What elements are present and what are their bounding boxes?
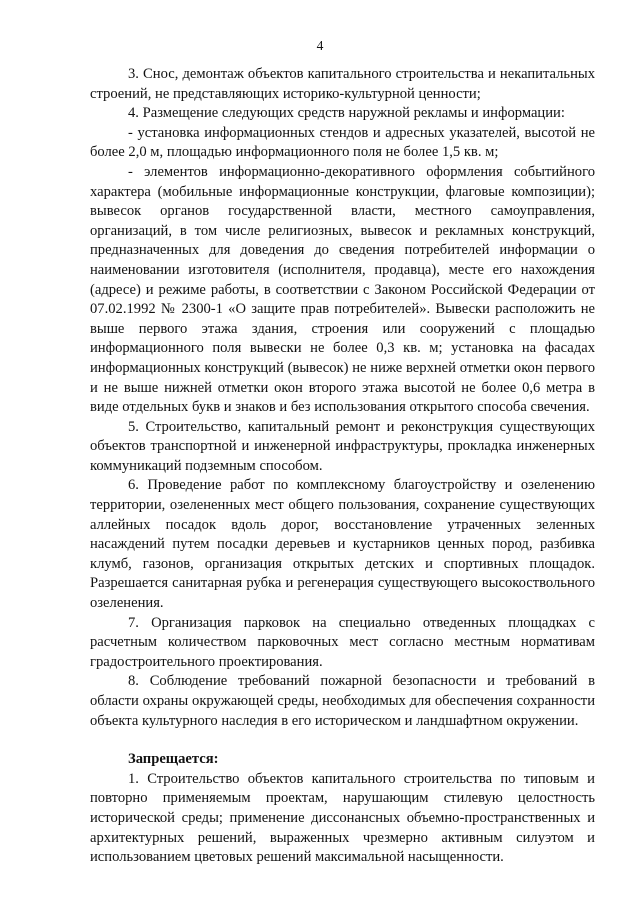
paragraph-item-3-demolition: 3. Снос, демонтаж объектов капитального строительства и некапитальных строений, не представляющих историко-культурной ценности; — [90, 66, 595, 102]
page-number: 4 — [316, 38, 324, 53]
paragraph-item-4-advertising: 4. Размещение следующих средств наружной рекламы и информации: — [128, 105, 565, 122]
document-body — [90, 65, 595, 868]
paragraph-item-7-parking: 7. Организация парковок на специально отведенных площадках с расчетным количеством парковочных мест согласно местным нормативам градостроительного проектирования. — [90, 614, 595, 670]
paragraph-item-6-landscaping: 6. Проведение работ по комплексному благоустройству и озеленению территории, озелененных мест общего пользования, сохранение существующих аллейных посадок вдоль дорог, восстановление утраченных зеленных насаждений путем посадки деревьев и кустарников ценных пород, разбивка клумб, газонов, организация открытых детских и спортивных площадок. Разрешается санитарная рубка и регенерация существующего высокоствольного озеленения. — [90, 477, 595, 612]
prohibited-heading: Запрещается: — [128, 751, 219, 768]
paragraph-info-stands: - установка информационных стендов и адресных указателей, высотой не более 2,0 м, площадью информационного поля не более 1,5 кв. м; — [90, 124, 595, 161]
paragraph-prohibited-1: 1. Строительство объектов капитального строительства по типовым и повторно применяемым проектам, нарушающим стилевую целостность исторической среды; применение диссонансных объемно-пространственных и архитектурных решений, выраженных чрезмерно активным силуэтом и использованием цветовых решений максимальной насыщенности. — [90, 770, 595, 866]
paragraph-item-8-fire-safety: 8. Соблюдение требований пожарной безопасности и требований в области охраны окружающей среды, необходимых для обеспечения сохранности объекта культурного наследия в его историческом и ландшафтном окружении. — [90, 673, 595, 729]
paragraph-decorative-signage: - элементов информационно-декоративного оформления событийного характера (мобильные информационные конструкции, флаговые композиции); вывесок органов государственной власти, местного самоуправления, организаций, в том числе религиозных, вывесок и рекламных конструкций, предназначенных для доведения до сведения потребителей информации о наименовании изготовителя (исполнителя, продавца), месте его нахождения (адресе) и режиме работы, в соответствии с Законом Российской Федерации от 07.02.1992 № 2300-1 «О защите прав потребителей». Вывески расположить не выше первого этажа здания, строения или сооружений с площадью информационного поля вывески не более 0,3 кв. м; установка на фасадах информационных конструкций (вывесок) не ниже верхней отметки окон первого и не выше нижней отметки окон второго этажа высотой не более 0,6 метра в виде отдельных букв и знаков и без использования открытого способа свечения. — [90, 163, 595, 416]
paragraph-item-5-infrastructure: 5. Строительство, капитальный ремонт и реконструкция существующих объектов транспортной и инженерной инфраструктуры, прокладка инженерных коммуникаций подземным способом. — [90, 418, 595, 474]
